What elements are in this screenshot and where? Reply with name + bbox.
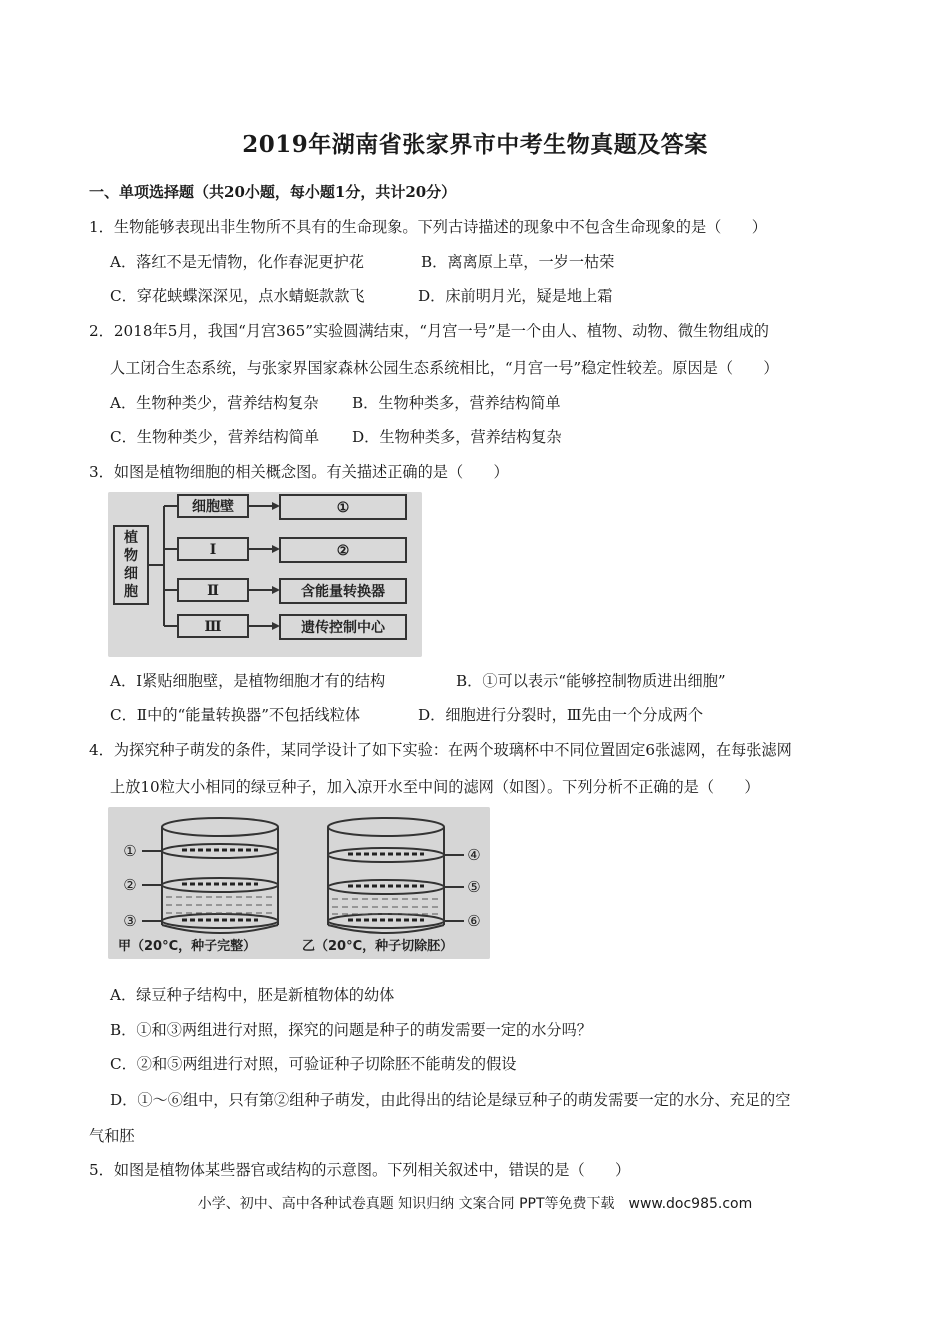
q1-option-d: D．床前明月光，疑是地上霜 <box>418 287 613 305</box>
q3-fig-right-3: 含能量转换器 <box>301 584 385 600</box>
q3-option-b: B．①可以表示“能够控制物质进出细胞” <box>456 672 726 690</box>
q3-concept-map-figure <box>108 492 422 657</box>
q3-fig-right-4: 遗传控制中心 <box>301 620 385 636</box>
q1-option-c: C．穿花蛱蝶深深见，点水蜻蜓款款飞 <box>110 287 365 305</box>
q2-option-d: D．生物种类多，营养结构复杂 <box>352 428 562 446</box>
q3-fig-mid-1: 细胞壁 <box>192 499 234 515</box>
q3-fig-root-char-4: 胞 <box>124 584 138 600</box>
q4-fig-mark-2: ② <box>123 876 137 894</box>
q4-fig-caption-right: 乙（20°C，种子切除胚） <box>302 939 454 954</box>
q4-option-d-line1: D．①～⑥组中，只有第②组种子萌发，由此得出的结论是绿豆种子的萌发需要一定的水分、充足的空 <box>110 1091 791 1109</box>
q4-stem-line1: 4．为探究种子萌发的条件，某同学设计了如下实验：在两个玻璃杯中不同位置固定6张滤网，在每张滤网 <box>89 741 792 759</box>
q4-option-c: C．②和⑤两组进行对照，可验证种子切除胚不能萌发的假设 <box>110 1055 517 1073</box>
q2-option-a: A．生物种类少，营养结构复杂 <box>110 394 319 412</box>
q3-fig-root-char-1: 植 <box>124 530 138 546</box>
q1-option-b: B．离离原上草，一岁一枯荣 <box>421 253 615 271</box>
page-footer: 小学、初中、高中各种试卷真题 知识归纳 文案合同 PPT等免费下载 www.doc985.com <box>197 1196 753 1212</box>
q3-fig-mid-3: Ⅱ <box>207 583 219 599</box>
q3-fig-mid-2: Ⅰ <box>209 542 217 558</box>
q2-option-c: C．生物种类少，营养结构简单 <box>110 428 320 446</box>
q4-fig-mark-4: ④ <box>467 846 481 864</box>
q3-stem: 3．如图是植物细胞的相关概念图。有关描述正确的是（ ） <box>89 463 509 481</box>
q3-option-c: C．Ⅱ中的“能量转换器”不包括线粒体 <box>110 706 361 724</box>
q4-fig-mark-5: ⑤ <box>467 878 481 896</box>
q2-stem-line1: 2．2018年5月，我国“月宫365”实验圆满结束，“月宫一号”是一个由人、植物、动物、微生物组成的 <box>89 322 769 340</box>
q4-option-b: B．①和③两组进行对照，探究的问题是种子的萌发需要一定的水分吗？ <box>110 1021 592 1039</box>
q3-fig-root-char-3: 细 <box>124 566 138 582</box>
q4-option-d-line2: 气和胚 <box>89 1127 135 1145</box>
q4-stem-line2: 上放10粒大小相同的绿豆种子，加入凉开水至中间的滤网（如图）。下列分析不正确的是（ ） <box>110 778 760 796</box>
q2-option-b: B．生物种类多，营养结构简单 <box>352 394 561 412</box>
q3-fig-right-2: ② <box>336 543 350 559</box>
q4-fig-caption-left: 甲（20°C，种子完整） <box>118 939 257 954</box>
q3-option-a: A．Ⅰ紧贴细胞壁，是植物细胞才有的结构 <box>110 672 386 690</box>
q3-option-d: D．细胞进行分裂时，Ⅲ先由一个分成两个 <box>418 706 704 724</box>
q4-fig-mark-1: ① <box>123 842 137 860</box>
q4-option-a: A．绿豆种子结构中，胚是新植物体的幼体 <box>110 986 395 1004</box>
q1-option-a: A．落红不是无情物，化作春泥更护花 <box>110 253 364 271</box>
section-heading: 一、单项选择题（共20小题，每小题1分，共计20分） <box>89 183 457 201</box>
q4-fig-mark-6: ⑥ <box>467 912 481 930</box>
q3-fig-root-char-2: 物 <box>124 548 138 564</box>
q1-stem: 1．生物能够表现出非生物所不具有的生命现象。下列古诗描述的现象中不包含生命现象的是（ ） <box>89 218 767 236</box>
page-title: 2019年湖南省张家界市中考生物真题及答案 <box>242 131 708 158</box>
q2-stem-line2: 人工闭合生态系统，与张家界国家森林公园生态系统相比，“月宫一号”稳定性较差。原因是（ ） <box>110 359 779 377</box>
q4-fig-mark-3: ③ <box>123 912 137 930</box>
q3-fig-mid-4: Ⅲ <box>204 619 222 635</box>
q3-fig-right-1: ① <box>336 500 350 516</box>
q4-experiment-figure <box>108 807 490 959</box>
q5-stem: 5．如图是植物体某些器官或结构的示意图。下列相关叙述中，错误的是（ ） <box>89 1161 631 1179</box>
